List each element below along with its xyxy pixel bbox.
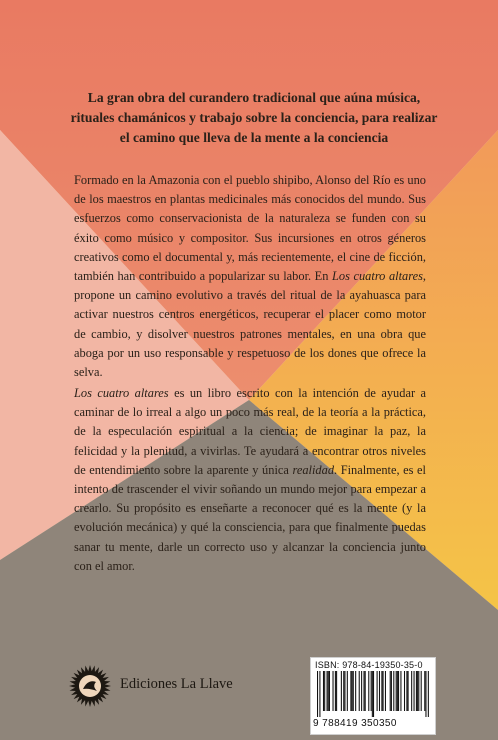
barcode-number: 9 788419 350350 bbox=[313, 718, 397, 729]
isbn-label: ISBN: 978-84-19350-35-0 bbox=[315, 660, 423, 670]
book-description bbox=[74, 384, 426, 576]
tagline: La gran obra del curandero tradicional que aúna música, rituales chamánicos y trabajo sobre la conciencia, para realizar el camino que lleva de la mente a la conciencia bbox=[70, 90, 438, 145]
sun-logo-icon bbox=[68, 664, 112, 708]
author-bio bbox=[74, 171, 426, 382]
publisher-name: Ediciones La Llave bbox=[120, 676, 233, 692]
bio-book-title: Los cuatro altares bbox=[332, 269, 423, 284]
desc-italic-word: realidad bbox=[292, 462, 335, 477]
barcode-icon bbox=[317, 671, 429, 717]
desc-text-1: es un libro escrito con la intención de ayudar a caminar de lo irreal a algo un poco más real, de la teoría a la práctica, de la especulación espiritual a la ciencia; de imaginar la paz, la felicidad y la plenitud, a vivirlas. Te ayudará a encontrar otros niveles de entendimiento sobre la aparente y única bbox=[74, 386, 427, 477]
bio-text-2: , propone un camino evolutivo a través del ritual de la ayahuasca para activar nuestros centros energéticos, recuperar el placer como motor de cambio, y disolver nuestros patrones mentales, en una obra que aboga por un uso responsable y respetuoso de los dones que ofrece la selva. bbox=[74, 269, 427, 380]
barcode-box bbox=[310, 657, 436, 735]
bio-text-1: Formado en la Amazonia con el pueblo shipibo, Alonso del Río es uno de los maestros en plantas medicinales más conocidos del mundo. Sus esfuerzos como conservacionista de la naturaleza se funden con su éxito como músico y compositor. Sus incursiones en otros géneros creativos como el documental y, más recientemente, el cine de ficción, también han contribuido a popularizar su labor. En bbox=[74, 173, 426, 284]
desc-text-2: . Finalmente, es el intento de trascender el vivir soñando un mundo mejor para empezar a crearlo. Su propósito es enseñarte a reconocer qué es la mente (y la evolución mecánica) y qué la consciencia, para que finalmente puedas sanar tu mente, darle un correcto uso y alcanzar la conciencia junto con el amor. bbox=[74, 462, 426, 573]
desc-book-title: Los cuatro altares bbox=[74, 386, 169, 400]
